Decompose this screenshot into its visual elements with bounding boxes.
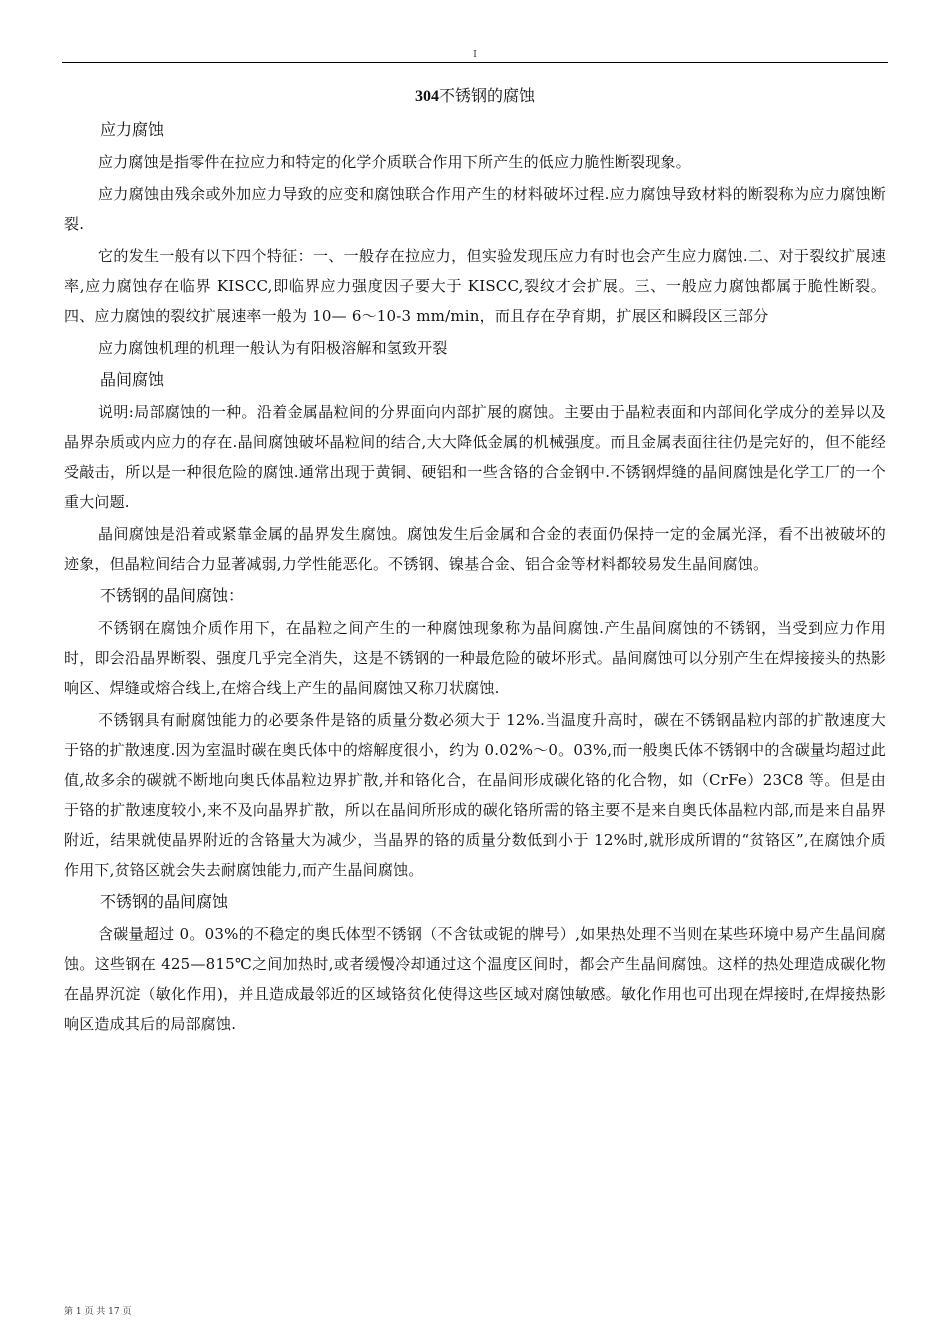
paragraph: 应力腐蚀机理的机理一般认为有阳极溶解和氢致开裂: [98, 339, 448, 357]
section-heading-stainless-intergranular-2: 不锈钢的晶间腐蚀: [100, 892, 229, 911]
document-title: [64, 80, 886, 113]
paragraph: 应力腐蚀由残余或外加应力导致的应变和腐蚀联合作用产生的材料破坏过程.应力腐蚀导致材料的断裂称为应力腐蚀断裂.: [64, 185, 886, 233]
document-body: [64, 80, 886, 1041]
section-heading-intergranular-corrosion: 晶间腐蚀: [100, 370, 165, 389]
title-text: 不锈钢的腐蚀: [438, 86, 535, 105]
paragraph: 它的发生一般有以下四个特征：一、一般存在拉应力，但实验发现压应力有时也会产生应力腐蚀.二、对于裂纹扩展速率,应力腐蚀存在临界 KISCC,即临界应力强度因子要大于 KISCC,裂纹才会扩展。三、一般应力腐蚀都属于脆性断裂。四、应力腐蚀的裂纹扩展速率一般为 10— 6～10-3 mm/min，而且存在孕育期，扩展区和瞬段区三部分: [64, 247, 886, 325]
paragraph: 应力腐蚀是指零件在拉应力和特定的化学介质联合作用下所产生的低应力脆性断裂现象。: [98, 153, 691, 171]
paragraph: 含碳量超过 0。03%的不稳定的奥氏体型不锈钢（不含钛或铌的牌号）,如果热处理不当则在某些环境中易产生晶间腐蚀。这些钢在 425—815℃之间加热时,或者缓慢冷却通过这个温度区间时，都会产生晶间腐蚀。这样的热处理造成碳化物在晶界沉淀（敏化作用)，并且造成最邻近的区域铬贫化使得这些区域对腐蚀敏感。敏化作用也可出现在焊接时,在焊接热影响区造成其后的局部腐蚀.: [64, 925, 886, 1033]
header-rule: [62, 62, 888, 63]
header-mark: I: [473, 50, 477, 60]
paragraph: 晶间腐蚀是沿着或紧靠金属的晶界发生腐蚀。腐蚀发生后金属和合金的表面仍保持一定的金属光泽，看不出被破坏的迹象，但晶粒间结合力显著减弱,力学性能恶化。不锈钢、镍基合金、铝合金等材料都较易发生晶间腐蚀。: [64, 525, 886, 573]
title-number: 304: [414, 88, 439, 105]
section-heading-stainless-intergranular: 不锈钢的晶间腐蚀：: [100, 586, 245, 605]
paragraph: 不锈钢具有耐腐蚀能力的必要条件是铬的质量分数必须大于 12%.当温度升高时，碳在不锈钢晶粒内部的扩散速度大于铬的扩散速度.因为室温时碳在奥氏体中的熔解度很小，约为 0.02%～0。03%,而一般奥氏体不锈钢中的含碳量均超过此值,故多余的碳就不断地向奥氏体晶粒边界扩散,并和铬化合，在晶间形成碳化铬的化合物，如（CrFe）23C8 等。但是由于铬的扩散速度较小,来不及向晶界扩散，所以在晶间所形成的碳化铬所需的铬主要不是来自奥氏体晶粒内部,而是来自晶界附近，结果就使晶界附近的含铬量大为减少，当晶界的铬的质量分数低到小于 12%时,就形成所谓的“贫铬区”,在腐蚀介质作用下,贫铬区就会失去耐腐蚀能力,而产生晶间腐蚀。: [64, 711, 886, 879]
paragraph: 不锈钢在腐蚀介质作用下，在晶粒之间产生的一种腐蚀现象称为晶间腐蚀.产生晶间腐蚀的不锈钢，当受到应力作用时，即会沿晶界断裂、强度几乎完全消失，这是不锈钢的一种最危险的破坏形式。晶间腐蚀可以分别产生在焊接接头的热影响区、焊缝或熔合线上,在熔合线上产生的晶间腐蚀又称刀状腐蚀.: [64, 619, 886, 697]
page-footer: 第 1 页 共 17 页: [64, 1307, 132, 1317]
section-heading-stress-corrosion: 应力腐蚀: [100, 120, 165, 139]
paragraph: 说明:局部腐蚀的一种。沿着金属晶粒间的分界面向内部扩展的腐蚀。主要由于晶粒表面和内部间化学成分的差异以及晶界杂质或内应力的存在.晶间腐蚀破坏晶粒间的结合,大大降低金属的机械强度。而且金属表面往往仍是完好的，但不能经受敲击，所以是一种很危险的腐蚀.通常出现于黄铜、硬铝和一些含铬的合金钢中.不锈钢焊缝的晶间腐蚀是化学工厂的一个重大问题.: [64, 403, 886, 511]
